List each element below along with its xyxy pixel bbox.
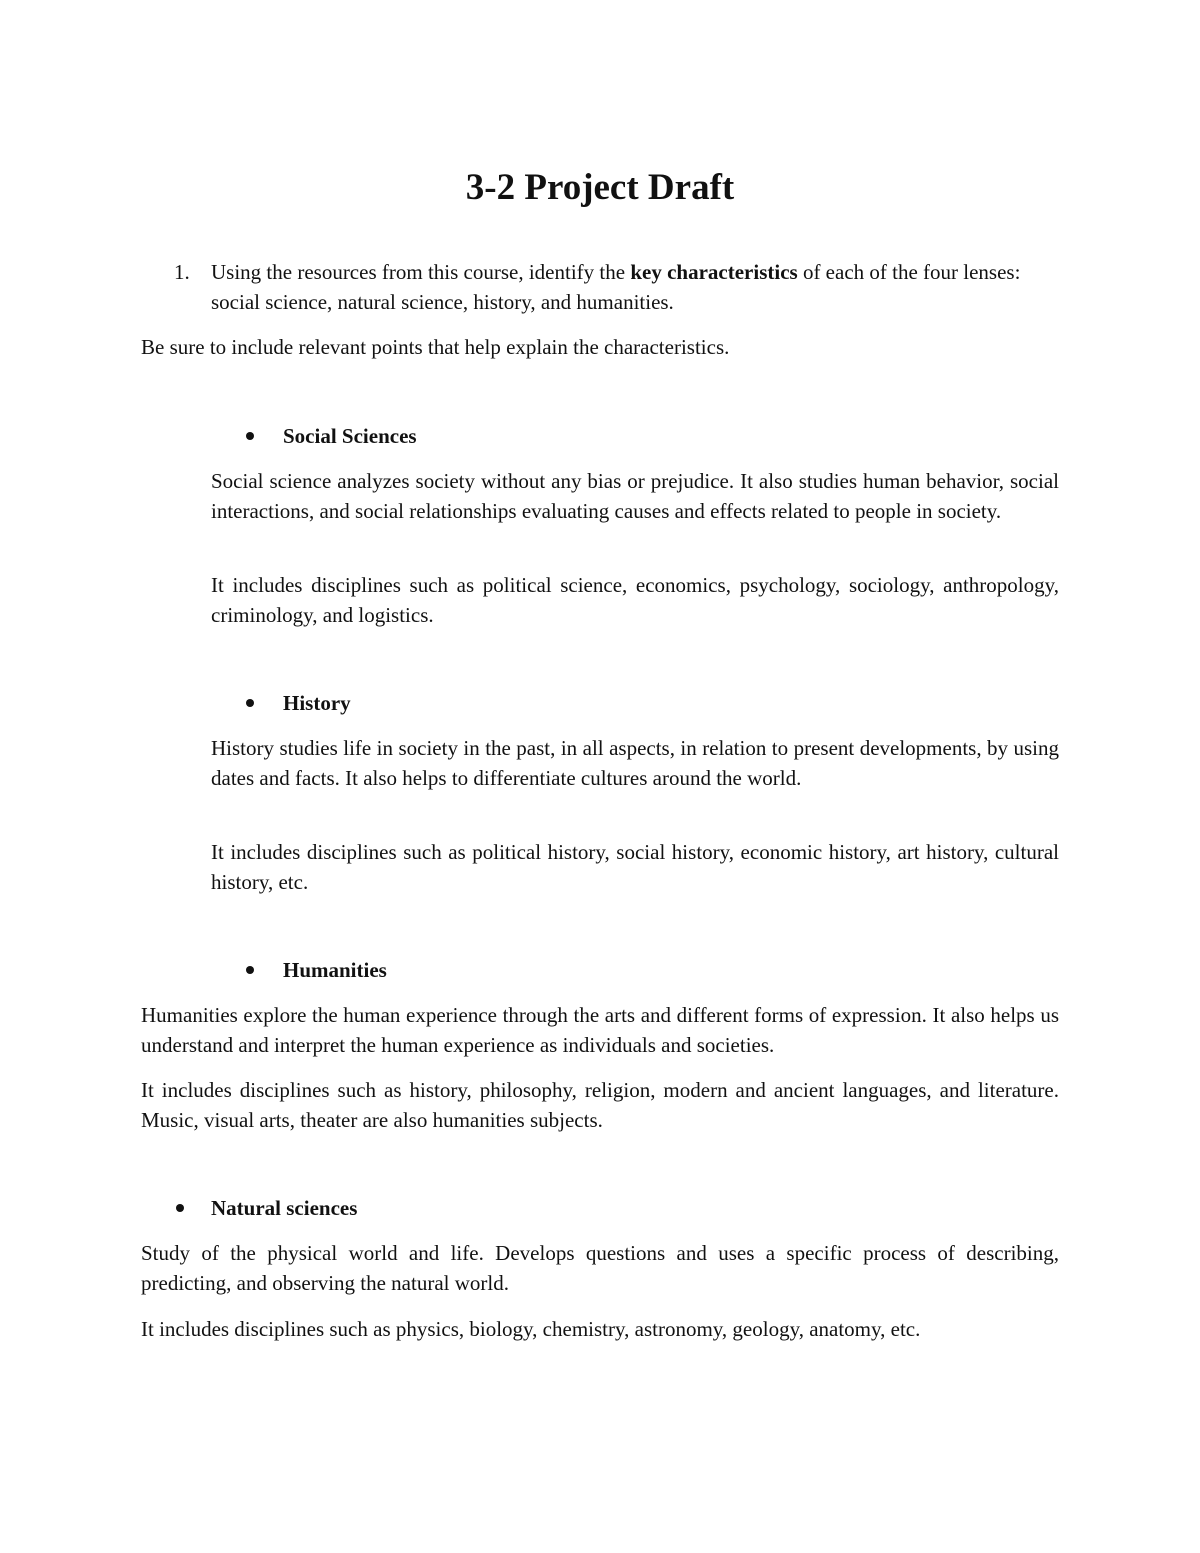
question-text-after: of each of the four lenses: social science, natural science, history, and humanities. — [211, 260, 1021, 314]
natural-sciences-paragraph-2: It includes disciplines such as physics, biology, chemistry, astronomy, geology, anatomy, etc. — [141, 1317, 921, 1341]
social-sciences-paragraph-2: It includes disciplines such as political science, economics, psychology, sociology, anthropology, criminology, and logistics. — [211, 573, 1059, 627]
humanities-paragraph-2: It includes disciplines such as history, philosophy, religion, modern and ancient languages, and literature. Music, visual arts, theater are also humanities subjects. — [141, 1078, 1059, 1132]
section-heading-humanities: Humanities — [283, 958, 387, 982]
section-heading-history: History — [283, 691, 351, 715]
natural-sciences-paragraph-1: Study of the physical world and life. Develops questions and uses a specific process of describing, predicting, and observing the natural world. — [141, 1241, 1059, 1295]
instruction-text: Be sure to include relevant points that help explain the characteristics. — [141, 335, 730, 359]
question-text — [211, 257, 1059, 317]
question-text-bold: key characteristics — [630, 260, 798, 284]
section-heading-natural-sciences: Natural sciences — [211, 1196, 358, 1220]
bullet-icon — [246, 966, 254, 974]
page-title: 3-2 Project Draft — [465, 167, 735, 208]
question-text-before: Using the resources from this course, identify the — [211, 260, 631, 284]
bullet-icon — [246, 432, 254, 440]
bullet-icon — [246, 699, 254, 707]
bullet-icon — [176, 1204, 184, 1212]
history-paragraph-1: History studies life in society in the past, in all aspects, in relation to present developments, by using dates and facts. It also helps to differentiate cultures around the world. — [211, 736, 1059, 790]
question-number: 1. — [174, 260, 190, 284]
social-sciences-paragraph-1: Social science analyzes society without any bias or prejudice. It also studies human behavior, social interactions, and social relationships evaluating causes and effects related to people in society. — [211, 469, 1059, 523]
history-paragraph-2: It includes disciplines such as political history, social history, economic history, art history, cultural history, etc. — [211, 840, 1059, 894]
section-heading-social-sciences: Social Sciences — [283, 424, 417, 448]
humanities-paragraph-1: Humanities explore the human experience through the arts and different forms of expression. It also helps us understand and interpret the human experience as individuals and societies. — [141, 1003, 1059, 1057]
